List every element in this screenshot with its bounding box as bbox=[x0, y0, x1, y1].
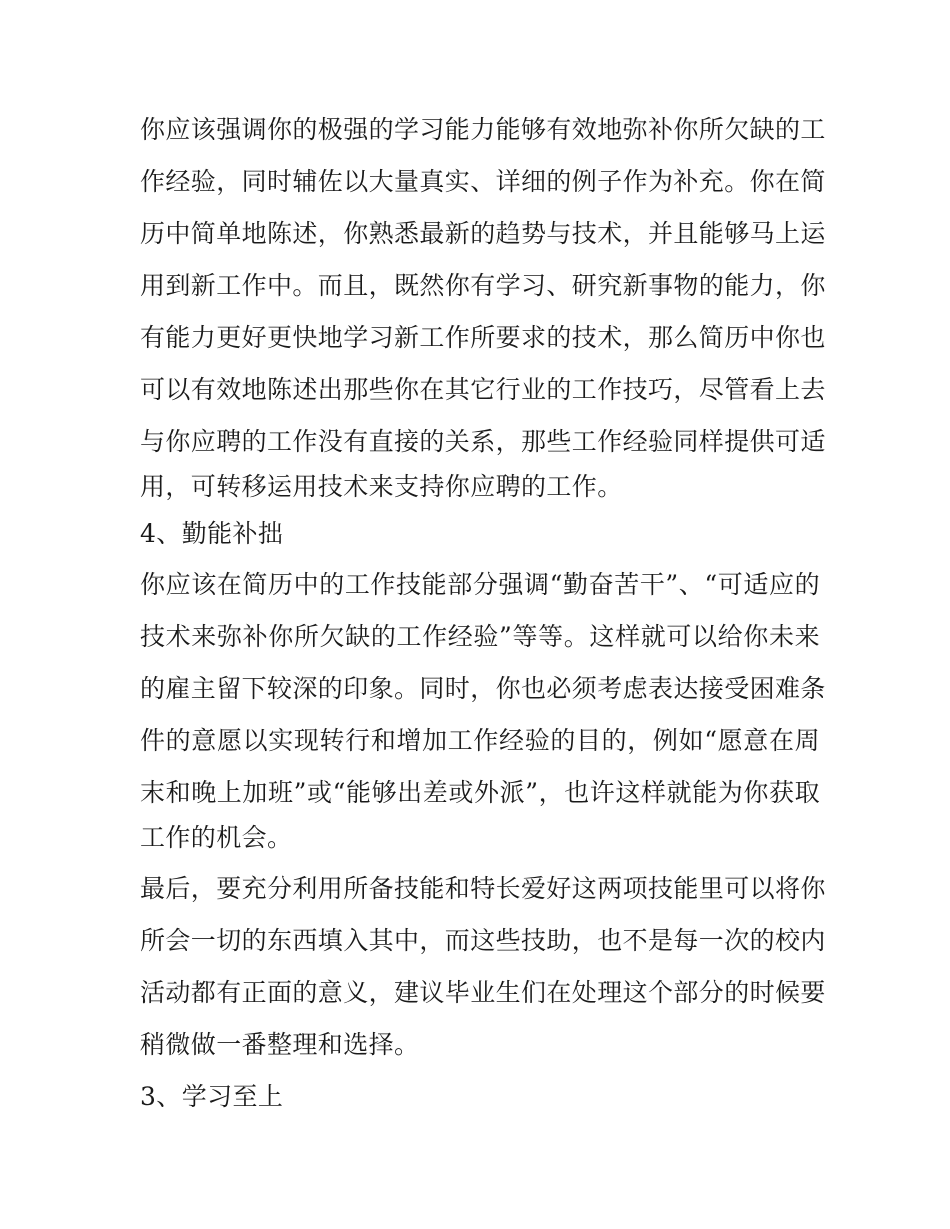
paragraph-line: 最后，要充分利用所备技能和特长爱好这两项技能里可以将你 bbox=[140, 874, 826, 903]
section-heading: 3、学习至上 bbox=[140, 1082, 284, 1111]
paragraph-line: 历中简单地陈述，你熟悉最新的趋势与技术，并且能够马上运 bbox=[140, 219, 826, 248]
paragraph-line: 稍微做一番整理和选择。 bbox=[140, 1030, 420, 1059]
paragraph-line: 用到新工作中。而且，既然你有学习、研究新事物的能力，你 bbox=[140, 271, 826, 300]
paragraph-line: 件的意愿以实现转行和增加工作经验的目的，例如“愿意在周 bbox=[140, 726, 820, 755]
paragraph-line: 与你应聘的工作没有直接的关系，那些工作经验同样提供可适 bbox=[140, 427, 826, 456]
paragraph-line: 活动都有正面的意义，建议毕业生们在处理这个部分的时候要 bbox=[140, 978, 826, 1007]
paragraph-line: 你应该在简历中的工作技能部分强调“勤奋苦干”、“可适应的 bbox=[140, 570, 820, 599]
paragraph-line: 技术来弥补你所欠缺的工作经验”等等。这样就可以给你未来 bbox=[140, 622, 820, 651]
paragraph-line: 的雇主留下较深的印象。同时，你也必须考虑表达接受困难条 bbox=[140, 674, 826, 703]
paragraph-line: 有能力更好更快地学习新工作所要求的技术，那么简历中你也 bbox=[140, 323, 826, 352]
paragraph-line: 末和晚上加班”或“能够出差或外派”，也许这样就能为你获取 bbox=[140, 778, 820, 807]
paragraph-line: 所会一切的东西填入其中，而这些技助，也不是每一次的校内 bbox=[140, 926, 826, 955]
paragraph-line: 你应该强调你的极强的学习能力能够有效地弥补你所欠缺的工 bbox=[140, 115, 826, 144]
paragraph-line: 工作的机会。 bbox=[140, 823, 293, 852]
paragraph-line: 用，可转移运用技术来支持你应聘的工作。 bbox=[140, 472, 623, 501]
paragraph-line: 作经验，同时辅佐以大量真实、详细的例子作为补充。你在简 bbox=[140, 167, 826, 196]
paragraph-line: 可以有效地陈述出那些你在其它行业的工作技巧，尽管看上去 bbox=[140, 375, 826, 404]
section-heading: 4、勤能补拙 bbox=[140, 519, 284, 548]
